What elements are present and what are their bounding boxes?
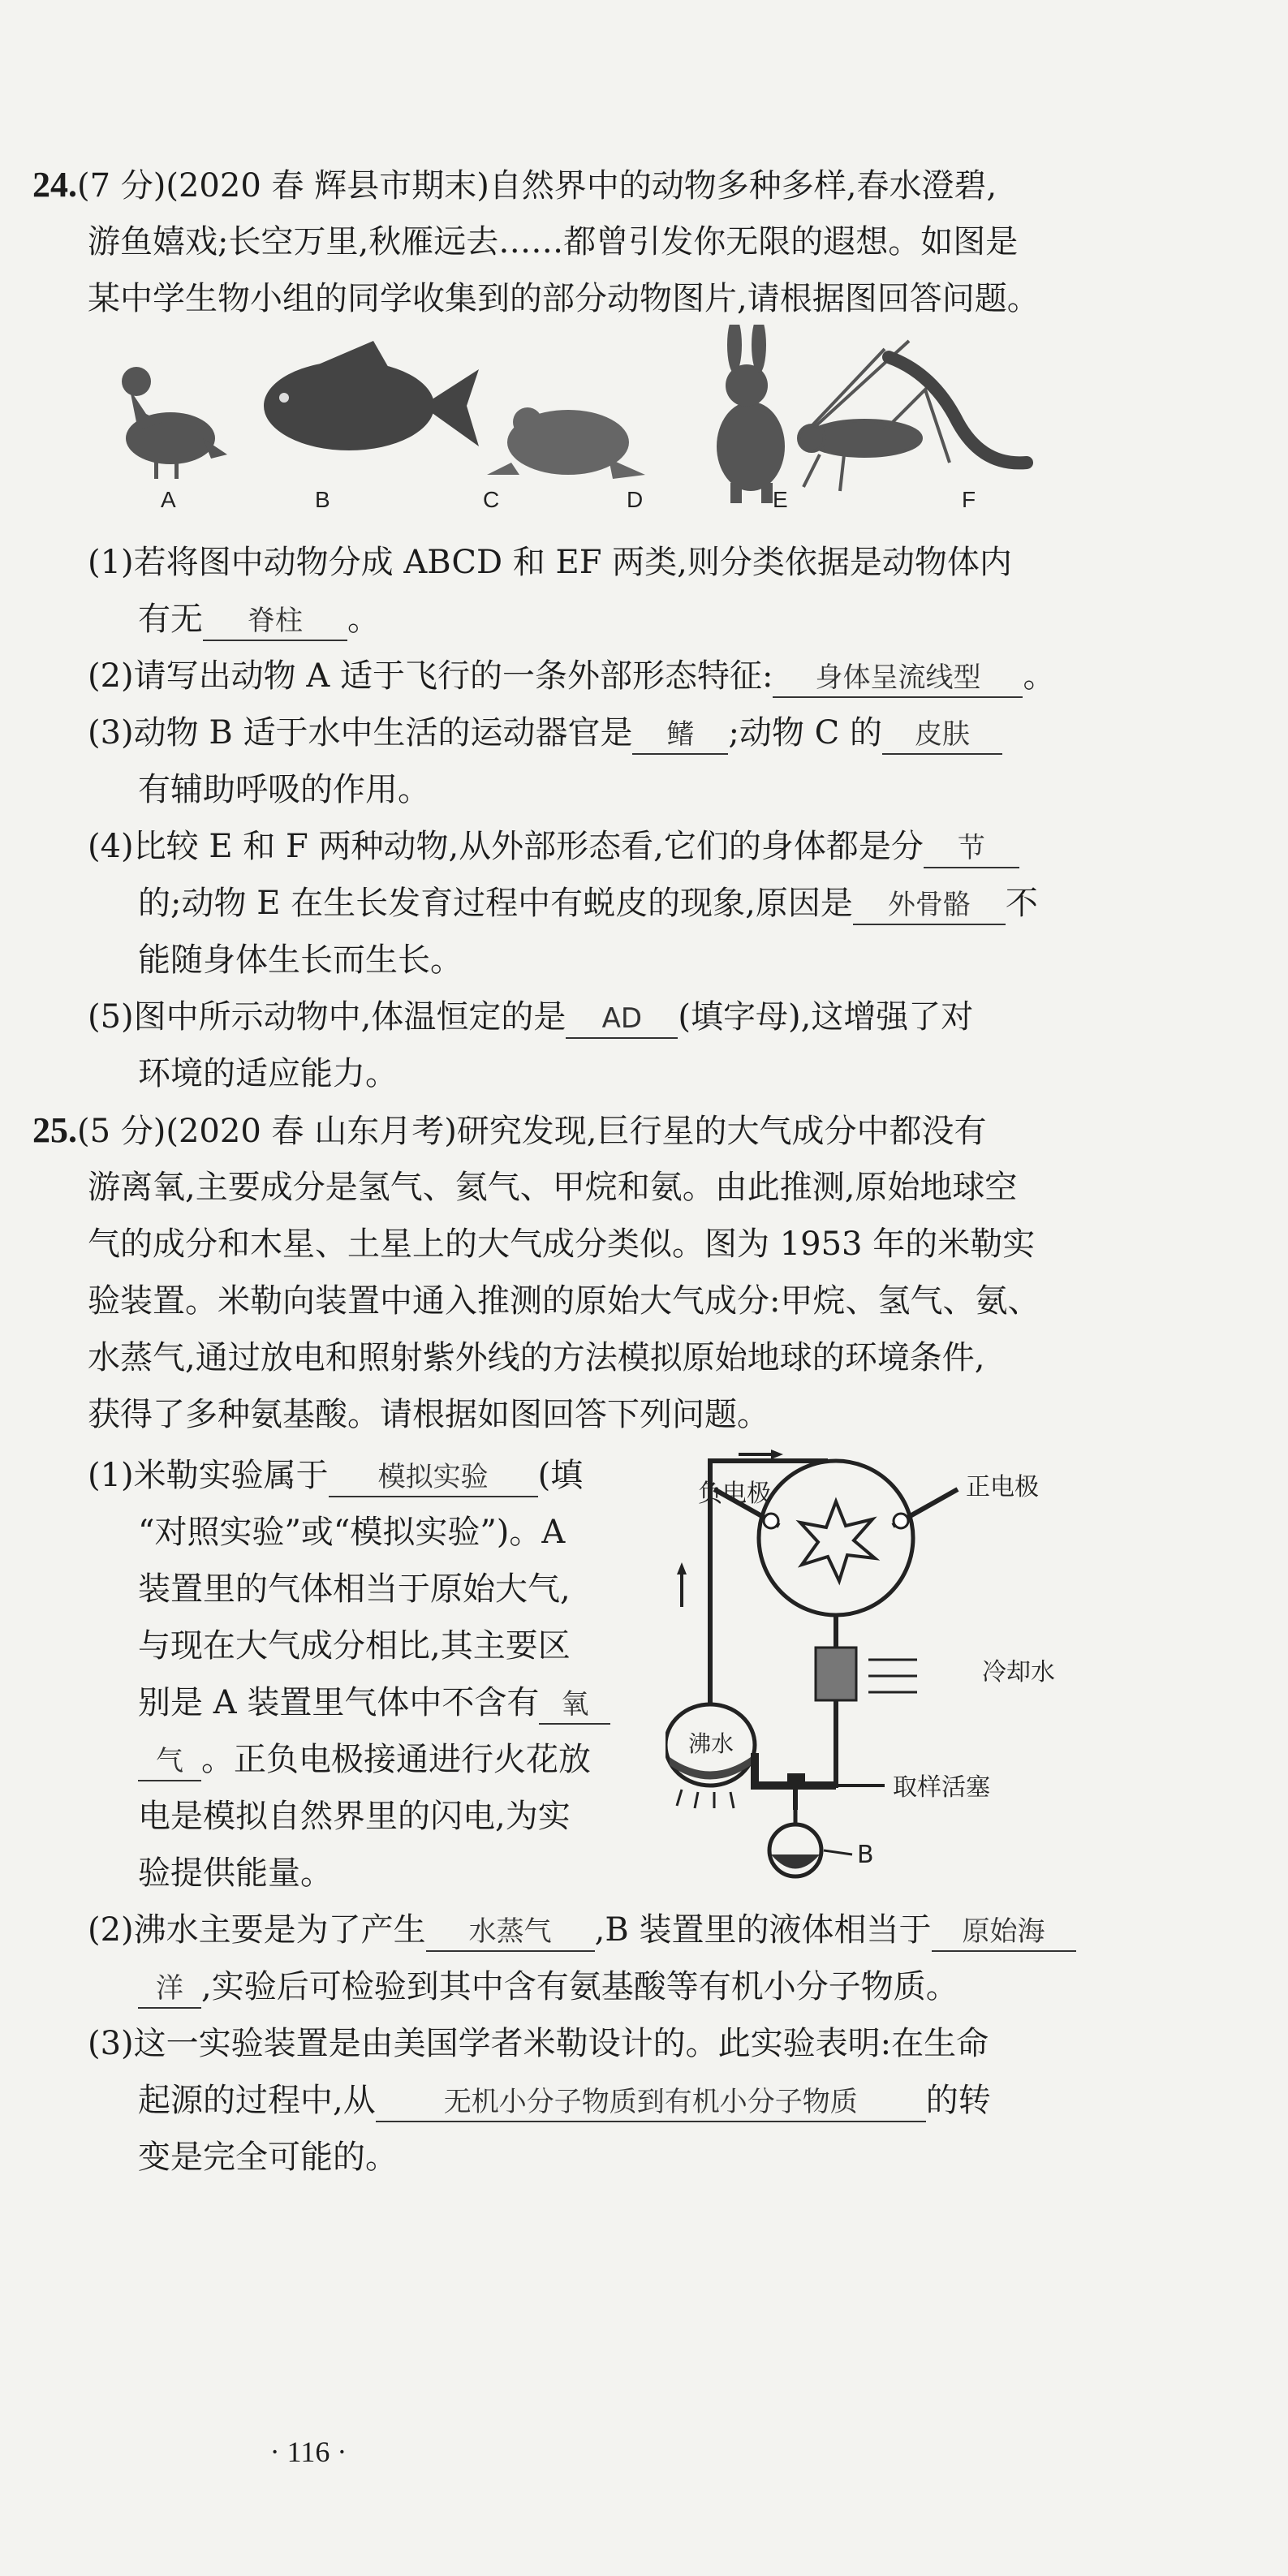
animal-label-b: B (315, 487, 330, 512)
label-boiling-water: 沸水 (688, 1730, 734, 1757)
q24-part1-line1: (1)若将图中动物分成 ABCD 和 EF 两类,则分类依据是动物体内 (88, 544, 1012, 581)
q25-answer-2b-part1: 原始海 (932, 1913, 1076, 1952)
label-negative-electrode: 负电极 (698, 1480, 771, 1508)
q25-part2-line2: 洋 ,实验后可检验到其中含有氨基酸等有机小分子物质。 (138, 1964, 958, 2010)
q24-part4-line3: 能随身体生长而生长。 (138, 941, 463, 979)
q24-text-1: (7 分)(2020 春 辉县市期末)自然界中的动物多种多样,春水澄碧, (77, 167, 997, 205)
q25-part1-line8: 验提供能量。 (138, 1854, 333, 1892)
animal-label-a: A (161, 487, 176, 512)
q25-answer-1a: 模拟实验 (329, 1458, 538, 1497)
label-cooling-water: 冷却水 (982, 1658, 1055, 1686)
q24-line-1 (32, 162, 997, 209)
q24-line-3: 某中学生物小组的同学收集到的部分动物图片,请根据图回答问题。 (88, 280, 1040, 317)
q25-part1-line5: 别是 A 装置里气体中不含有 氧 (138, 1680, 610, 1725)
label-sampling-valve: 取样活塞 (893, 1773, 990, 1802)
q25-part3-line2: 起源的过程中,从 无机小分子物质到有机小分子物质 的转 (138, 2078, 991, 2123)
animal-label-e: E (773, 487, 788, 512)
q24-part5-line2: 环境的适应能力。 (138, 1055, 398, 1092)
q25-number: 25. (32, 1110, 77, 1150)
animal-figures (106, 325, 1047, 536)
rabbit-image (717, 325, 785, 503)
q24-part4-line2: 的;动物 E 在生长发育过程中有蜕皮的现象,原因是 外骨骼 不 (138, 881, 1038, 926)
q25-line-6: 获得了多种氨基酸。请根据如图回答下列问题。 (88, 1396, 769, 1433)
q25-line-2: 游离氧,主要成分是氢气、氦气、甲烷和氨。由此推测,原始地球空 (88, 1169, 1018, 1206)
animal-label-c: C (483, 487, 500, 512)
q24-part4-line1: (4)比较 E 和 F 两种动物,从外部形态看,它们的身体都是分 节 (88, 824, 1019, 869)
label-b: B (857, 1841, 874, 1869)
q24-answer-4b: 外骨骼 (853, 886, 1006, 925)
q25-part1-line4: 与现在大气成分相比,其主要区 (138, 1627, 571, 1665)
q25-line-4: 验装置。米勒向装置中通入推测的原始大气成分:甲烷、氢气、氨、 (88, 1282, 1040, 1320)
q25-part1-line2: “对照实验”或“模拟实验”)。A (138, 1514, 566, 1551)
q24-part2: (2)请写出动物 A 适于飞行的一条外部形态特征: 身体呈流线型 。 (88, 653, 1055, 699)
q24-part3-line1: (3)动物 B 适于水中生活的运动器官是 鳍 ;动物 C 的 皮肤 (88, 710, 1002, 756)
q25-answer-2b-part2: 洋 (138, 1970, 201, 2009)
q24-part5-line1: (5)图中所示动物中,体温恒定的是 AD (填字母),这增强了对 (88, 994, 973, 1040)
q24-answer-4a: 节 (924, 829, 1019, 868)
q25-answer-2a: 水蒸气 (426, 1913, 595, 1952)
q25-line-3: 气的成分和木星、土星上的大气成分类似。图为 1953 年的米勒实 (88, 1226, 1036, 1263)
grasshopper-image (799, 341, 950, 491)
q25-part3-line1: (3)这一实验装置是由美国学者米勒设计的。此实验表明:在生命 (88, 2025, 989, 2062)
q24-answer-3b: 皮肤 (882, 716, 1002, 755)
q25-answer-1b-part1: 氧 (539, 1686, 610, 1725)
q24-line-2: 游鱼嬉戏;长空万里,秋雁远去……都曾引发你无限的遐想。如图是 (88, 223, 1019, 261)
q24-number: 24. (32, 165, 77, 205)
q25-part1-line3: 装置里的气体相当于原始大气, (138, 1570, 571, 1608)
q24-answer-2: 身体呈流线型 (773, 659, 1023, 698)
q25-part1-line6: 气 。正负电极接通进行火花放 (138, 1737, 591, 1782)
animal-label-d: D (627, 487, 644, 512)
frog-image (487, 407, 645, 479)
q24-part3-line2: 有辅助呼吸的作用。 (138, 771, 430, 808)
q24-answer-5: AD (566, 1000, 678, 1039)
animal-label-f: F (962, 487, 976, 512)
carp-image (264, 341, 479, 450)
page-number: · 116 · (269, 2436, 347, 2468)
q25-line-5: 水蒸气,通过放电和照射紫外线的方法模拟原始地球的环境条件, (88, 1339, 985, 1376)
pigeon-image (122, 367, 227, 479)
q25-part1-line7: 电是模拟自然界里的闪电,为实 (138, 1798, 571, 1835)
q24-part1-line2: 有无 脊柱 。 (138, 597, 380, 642)
q25-answer-3: 无机小分子物质到有机小分子物质 (376, 2083, 926, 2122)
q24-answer-1: 脊柱 (203, 602, 347, 641)
q25-part2-line1: (2)沸水主要是为了产生 水蒸气 ,B 装置里的液体相当于 原始海 (88, 1907, 1076, 1953)
q25-text-1: (5 分)(2020 春 山东月考)研究发现,巨行星的大气成分中都没有 (77, 1113, 987, 1150)
q25-line-1 (32, 1108, 987, 1154)
label-positive-electrode: 正电极 (966, 1473, 1039, 1501)
miller-apparatus-diagram (666, 1445, 1088, 1883)
q24-answer-3a: 鳍 (632, 716, 728, 755)
q25-answer-1b-part2: 气 (138, 1742, 201, 1781)
sampling-valve-icon (787, 1773, 805, 1790)
q25-part3-line3: 变是完全可能的。 (138, 2139, 398, 2176)
q25-part1-line1: (1)米勒实验属于 模拟实验 (填 (88, 1453, 583, 1498)
condenser-icon (816, 1648, 856, 1700)
